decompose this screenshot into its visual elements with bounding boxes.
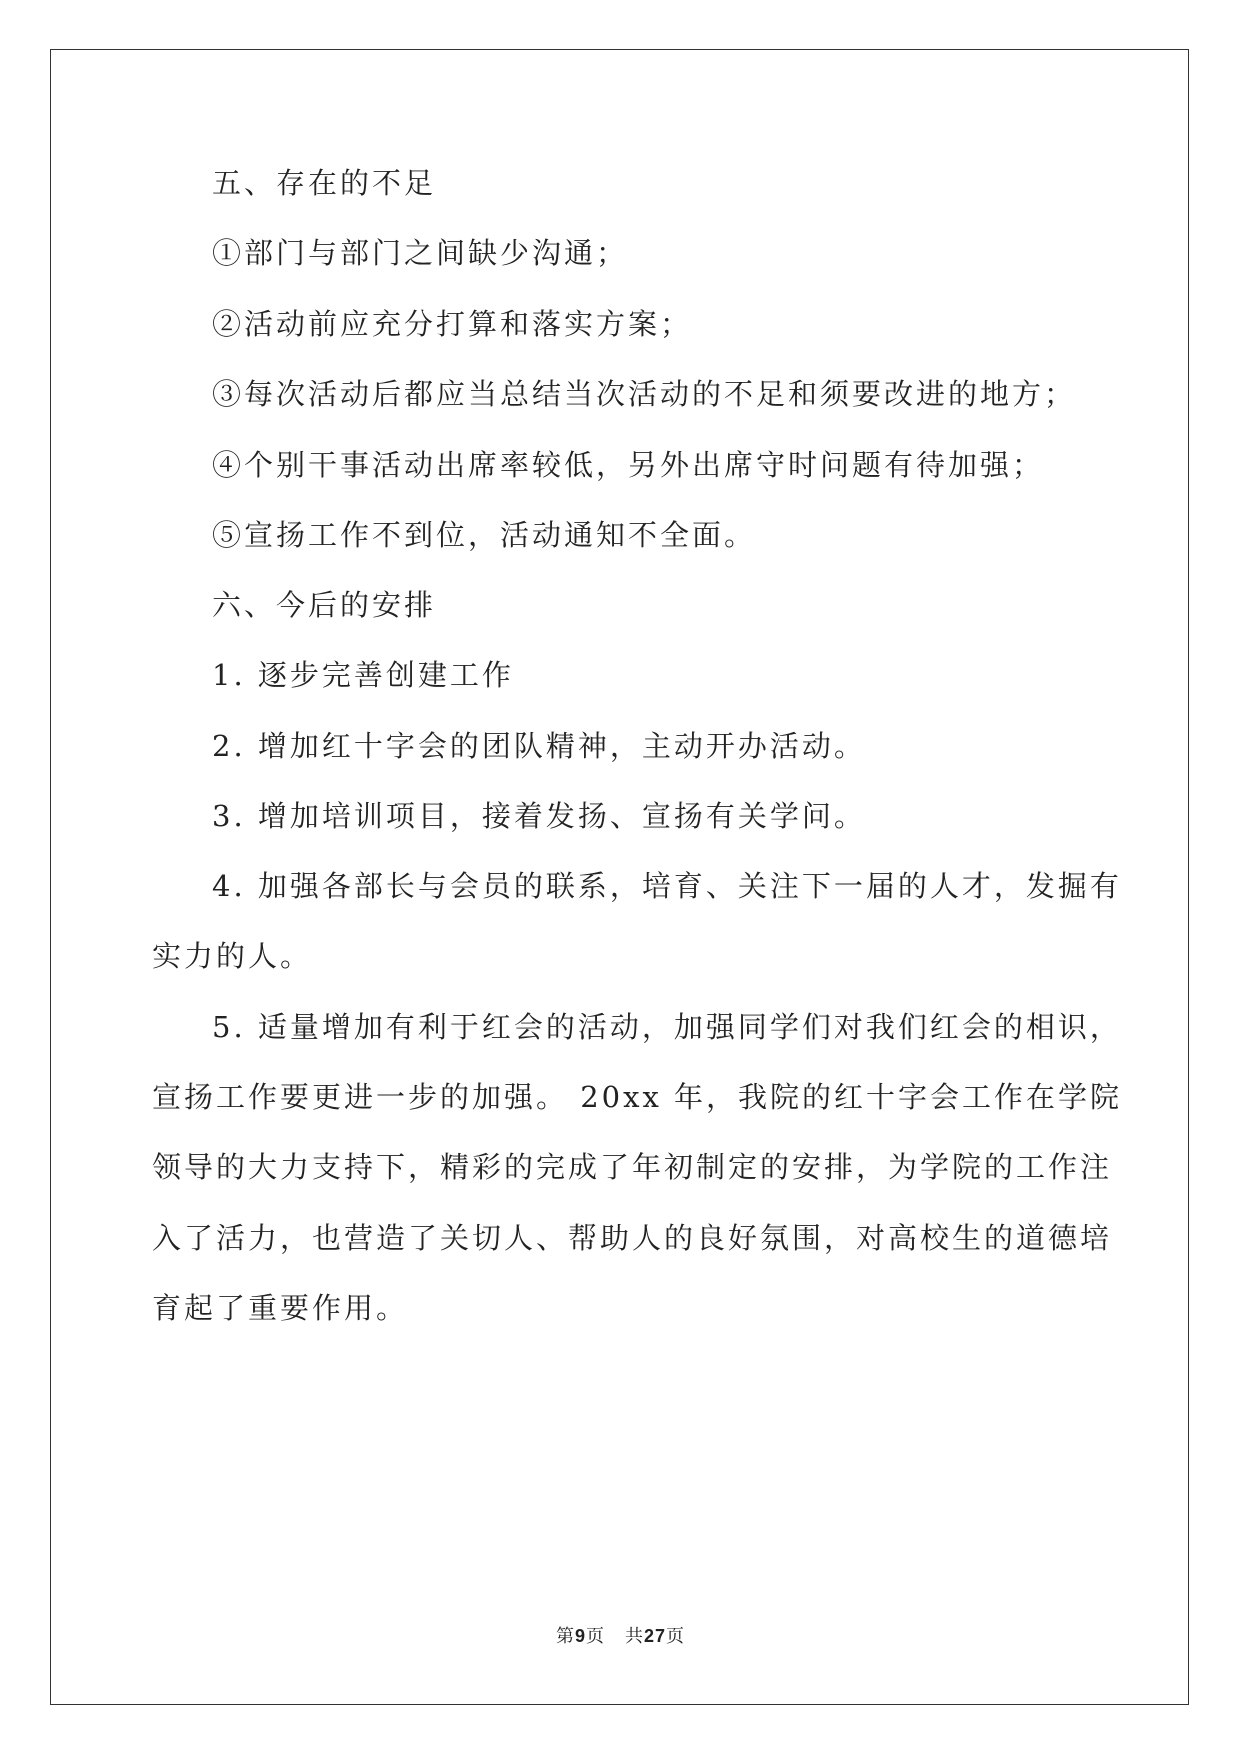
page-prefix: 第 <box>555 1626 575 1647</box>
page-footer <box>0 1622 1241 1648</box>
page-number: 9 <box>574 1626 586 1646</box>
section-heading-future-plans: 六、今后的安排 <box>212 588 437 622</box>
paragraph-continuation: 入了活力，也营造了关切人、帮助人的良好氛围，对高校生的道德培 <box>152 1221 1113 1255</box>
paragraph: ②活动前应充分打算和落实方案； <box>212 307 693 341</box>
paragraph-continuation: 领导的大力支持下，精彩的完成了年初制定的安排，为学院的工作注 <box>152 1150 1113 1184</box>
paragraph: 4. 加强各部长与会员的联系，培育、关注下一届的人才，发掘有 <box>212 869 1122 903</box>
section-heading-shortcomings: 五、存在的不足 <box>212 166 437 200</box>
page-suffix: 页 <box>585 1626 605 1647</box>
paragraph: 2. 增加红十字会的团队精神，主动开办活动。 <box>212 729 866 763</box>
total-prefix: 共 <box>624 1626 644 1647</box>
paragraph-continuation: 育起了重要作用。 <box>152 1291 409 1325</box>
total-suffix: 页 <box>666 1626 686 1647</box>
paragraph: ①部门与部门之间缺少沟通； <box>212 236 629 270</box>
paragraph: ③每次活动后都应当总结当次活动的不足和须要改进的地方； <box>212 377 1077 411</box>
paragraph-continuation: 实力的人。 <box>152 939 313 973</box>
paragraph: ⑤宣扬工作不到位，活动通知不全面。 <box>212 518 757 552</box>
paragraph: ④个别干事活动出席率较低，另外出席守时问题有待加强； <box>212 448 1045 482</box>
paragraph: 1. 逐步完善创建工作 <box>212 658 514 692</box>
paragraph-continuation: 宣扬工作要更进一步的加强。 20xx 年，我院的红十字会工作在学院 <box>152 1080 1123 1114</box>
total-pages: 27 <box>643 1626 667 1646</box>
paragraph: 3. 增加培训项目，接着发扬、宣扬有关学问。 <box>212 799 866 833</box>
paragraph: 5. 适量增加有利于红会的活动，加强同学们对我们红会的相识， <box>212 1010 1122 1044</box>
